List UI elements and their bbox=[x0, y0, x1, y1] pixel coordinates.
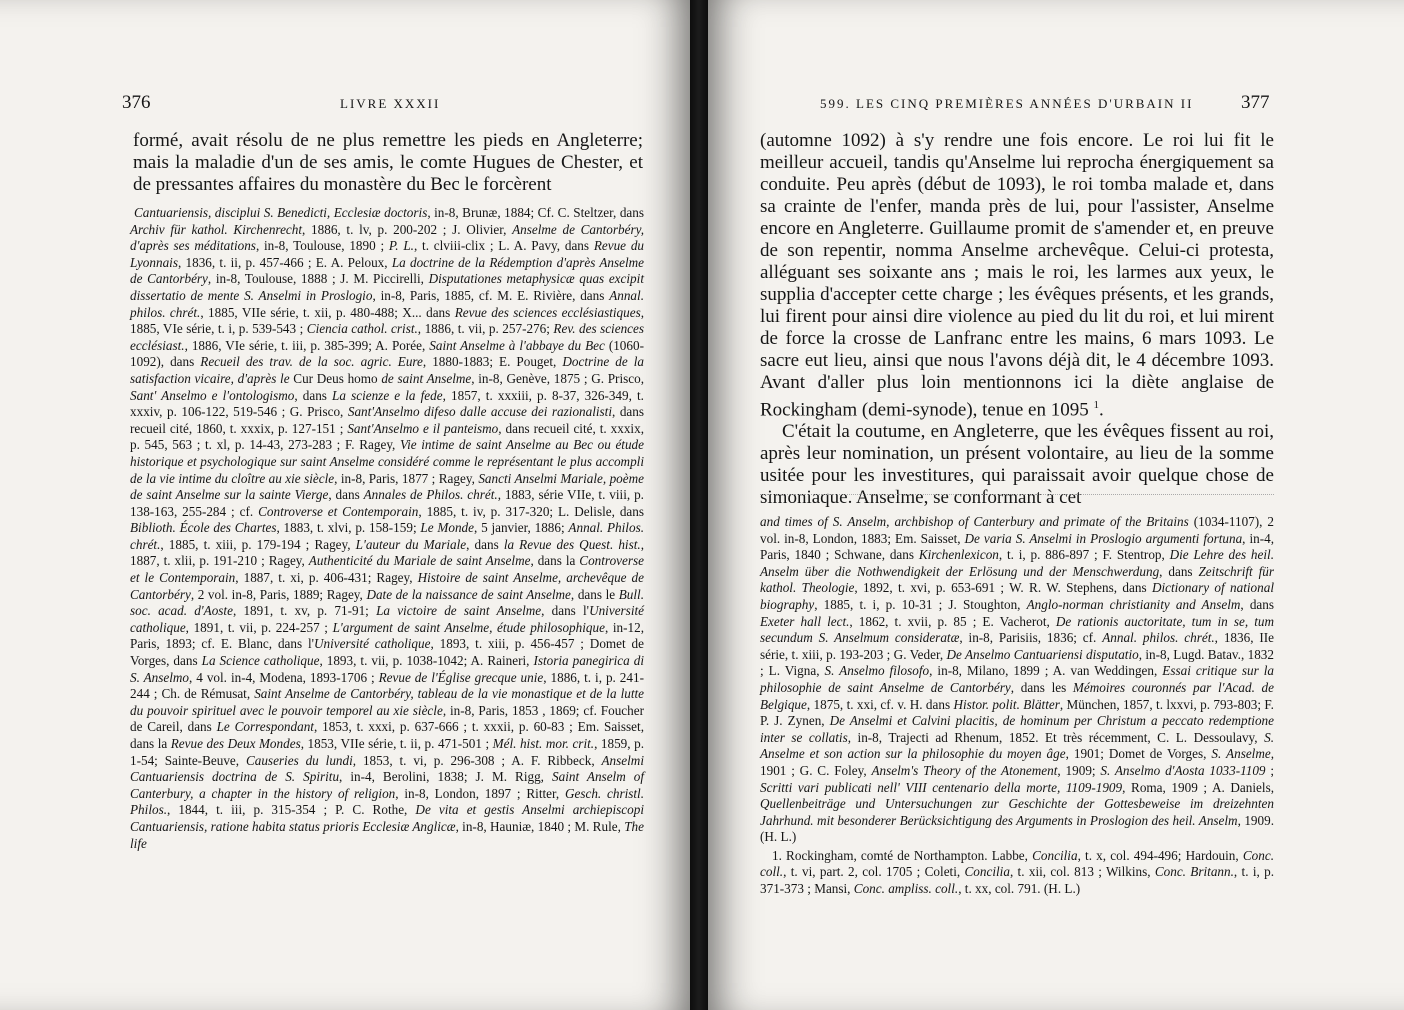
note-segment: Histoire de saint Anselme, archevêque de Cantorbéry bbox=[130, 570, 644, 602]
note-segment: La scienze e la fede bbox=[332, 387, 443, 403]
note-segment: Université catholique bbox=[314, 636, 431, 652]
note-segment: Histor. polit. Blätter bbox=[953, 696, 1060, 712]
note-segment: Mémoires couronnés par l'Acad. de Belgique bbox=[760, 679, 1274, 712]
note-segment: , t. i, p. 371-373 ; Mansi, bbox=[760, 864, 1274, 897]
note-segment: , 5 janvier, 1886; bbox=[474, 520, 569, 536]
note-segment: Annal. philos. chrét. bbox=[130, 287, 644, 320]
right-body-paragraph-1 bbox=[760, 130, 1274, 421]
note-segment: Exeter hall lect. bbox=[760, 613, 850, 629]
note-segment: , in-4, Berolini, 1838; J. M. Rigg, bbox=[339, 769, 553, 785]
note-segment: , in-8, Paris, 1885, cf. M. E. Rivière, dans bbox=[372, 287, 610, 303]
note-segment: Cur Deus homo bbox=[289, 370, 382, 386]
note-segment: Bull. soc. acad. d'Aoste bbox=[130, 586, 644, 619]
left-footnote-continuation bbox=[130, 205, 644, 852]
note-segment: Quellenbeiträge und Untersuchungen zur Geschichte der Gottesbeweise im dreizehnten Jahrhund. mit besonderer Berücksichtigung des Arguments in Proslogion des heil. Anselm bbox=[760, 796, 1274, 828]
note-segment: S. Anselmo filosofo bbox=[824, 663, 930, 679]
footnote-reference: 1 bbox=[1093, 399, 1099, 411]
note-segment: , in-8, Lugd. Batav., 1832 ; L. Vigna, bbox=[760, 646, 1274, 679]
note-segment: , t. clviii-clix ; L. A. Pavy, dans bbox=[413, 238, 594, 254]
note-segment: La victoire de saint Anselme bbox=[376, 603, 542, 619]
note-segment: , 1844, t. iii, p. 315-354 ; P. C. Rothe, bbox=[167, 802, 416, 818]
note-segment: , dans recueil cité, 1860, t. xxxix, p. 127-151 ; bbox=[130, 404, 644, 436]
note-segment: Conc. Britann. bbox=[1154, 864, 1234, 880]
note-segment: Kirchenlexicon bbox=[918, 547, 999, 563]
note-segment: De vita et gestis Anselmi archiepiscopi Cantuariensis, ratione habita status prioris Ecclesiæ Anglicæ bbox=[130, 802, 644, 834]
note-segment: , 1891, t. xv, p. 71-91; bbox=[232, 603, 377, 619]
note-segment: La doctrine de la Rédemption d'après Anselme de Cantorbéry bbox=[130, 254, 644, 287]
right-notes-paragraph bbox=[760, 514, 1274, 846]
note-segment: , dans bbox=[466, 536, 504, 552]
note-segment: , t. x, col. 494-496; Hardouin, bbox=[1077, 847, 1243, 863]
note-segment: , 1901; Domet de Vorges, bbox=[1065, 746, 1212, 762]
note-segment: Causeries du lundi bbox=[245, 752, 353, 768]
note-segment: , 1853, t. vi, p. 296-308 ; A. F. Ribbeck, bbox=[352, 752, 602, 768]
note-segment: , in-8, Parisiis, 1836; cf. bbox=[959, 630, 1103, 646]
note-segment: Sant' Anselmo e l'ontologismo bbox=[130, 387, 295, 403]
note-segment: , in-8, Brunæ, 1884; Cf. C. Steltzer, dans bbox=[427, 205, 644, 220]
note-segment: , dans bbox=[1240, 596, 1274, 612]
note-segment: Anselm's Theory of the Atonement bbox=[871, 762, 1058, 778]
note-segment: Disputationes metaphysicæ quas excipit dissertatio de mente S. Anselmi in Proslogio bbox=[130, 271, 644, 303]
note-segment: Saint Anselm of Canterbury, a chapter in the history of religion bbox=[130, 769, 645, 801]
note-segment: S. Anselmo d'Aosta 1033-1109 bbox=[1100, 762, 1266, 778]
note-segment: Concilia bbox=[964, 864, 1010, 880]
note-segment: Die Lehre des heil. Anselm über die Nothwendigkeit der Erlösung und der Menschwerdung bbox=[760, 547, 1274, 579]
note-segment: , dans bbox=[294, 387, 333, 403]
note-segment: Annales de Philos. chrét. bbox=[363, 487, 498, 503]
note-segment: Le Monde bbox=[420, 520, 474, 536]
note-segment: Anselme de Cantorbéry, d'après ses méditations bbox=[130, 221, 645, 254]
note-segment: , 1886, VIe série, t. iii, p. 385-399; A. Porée, bbox=[184, 337, 430, 353]
note-segment: , dans recueil cité, t. xxxix, p. 545, 563 ; t. xl, p. 14-43, 273-283 ; F. Ragey, bbox=[130, 420, 644, 453]
note-segment: S. Anselme bbox=[1211, 746, 1271, 762]
note-segment: , dans les bbox=[1010, 679, 1073, 695]
right-page bbox=[708, 0, 1404, 1010]
note-segment: Dictionary of national biography bbox=[760, 580, 1274, 612]
note-segment: , in-8, Toulouse, 1890 ; bbox=[255, 238, 389, 254]
note-segment: Cantuariensis, disciplui S. Benedicti, Ecclesiæ doctoris bbox=[134, 205, 428, 220]
note-segment: ; bbox=[1265, 762, 1274, 778]
note-segment: Le Correspondant bbox=[216, 719, 314, 735]
note-segment: Revue des sciences ecclésiastiques bbox=[454, 304, 641, 320]
note-segment: , 1885, t. xiii, p. 179-194 ; Ragey, bbox=[160, 536, 356, 552]
note-segment: , t. xii, col. 813 ; Wilkins, bbox=[1009, 864, 1155, 880]
note-segment: , 1891, t. vii, p. 224-257 ; bbox=[185, 619, 333, 635]
note-segment: , 1885, t. i, p. 10-31 ; J. Stoughton, bbox=[814, 596, 1027, 612]
note-segment: , 1892, t. xvi, p. 653-691 ; W. R. W. Stephens, dans bbox=[854, 580, 1152, 596]
note-segment: L'argument de saint Anselme, étude philosophique bbox=[332, 619, 605, 635]
note-segment: Annal. Philos. chrét. bbox=[130, 520, 644, 552]
note-segment: De Anselmi et Calvini placitis, de hominum per Christum a peccato redemptione inter se collatis bbox=[760, 713, 1274, 745]
note-segment: , in-8, Hauniæ, 1840 ; M. Rule, bbox=[455, 818, 625, 834]
note-segment: , in-8, Paris, 1853 , 1869; cf. Foucher de Careil, dans bbox=[130, 702, 644, 735]
note-segment: , in-12, Paris, 1893; cf. E. Blanc, dans l' bbox=[130, 619, 644, 652]
note-segment: , in-8, Genève, 1875 ; G. Prisco, bbox=[471, 370, 644, 386]
note-segment: , 4 vol. in-4, Modena, 1893-1706 ; bbox=[189, 669, 379, 685]
note-segment: Gesch. christl. Philos. bbox=[130, 785, 645, 818]
note-segment: De Anselmo Cantuariensi disputatio bbox=[946, 646, 1139, 662]
note-segment: , in-8, Milano, 1899 ; A. van Weddingen, bbox=[929, 663, 1163, 679]
note-segment: Revue des Deux Mondes bbox=[170, 736, 301, 751]
left-page-number: 376 bbox=[122, 92, 151, 113]
note-segment: , t. vi, part. 2, col. 1705 ; Coleti, bbox=[783, 864, 965, 880]
note-segment: Date de la naissance de saint Anselme bbox=[366, 586, 571, 602]
note-segment: , 1853, VIIe série, t. ii, p. 471-501 ; bbox=[300, 736, 493, 751]
note-segment: , 1886, t. i, p. 241-244 ; Ch. de Rémusat, bbox=[130, 669, 644, 702]
note-segment: Doctrine de la satisfaction vicaire, d'après le bbox=[130, 354, 644, 386]
note-segment: , dans l' bbox=[541, 603, 590, 619]
note-segment: , 1885, VIe série, t. i, p. 539-543 ; bbox=[130, 304, 645, 337]
note-segment: , 1893, t. xiii, p. 456-457 ; Domet de Vorges, dans bbox=[130, 636, 644, 669]
note-segment: Scritti vari publicati nell' VIII centenario della morte, 1109-1909 bbox=[760, 779, 1123, 795]
note-segment: Ciencia cathol. crist. bbox=[306, 321, 418, 337]
note-segment: , 1859, p. 1-54; Sainte-Beuve, bbox=[130, 736, 644, 768]
note-segment: The life bbox=[130, 818, 644, 851]
note-segment: , 1836, t. ii, p. 457-466 ; E. A. Peloux, bbox=[177, 254, 392, 270]
note-segment: Istoria panegirica di S. Anselmo bbox=[130, 653, 644, 685]
note-segment: , in-8, London, 1897 ; Ritter, bbox=[395, 785, 565, 801]
note-segment: , Roma, 1909 ; A. Daniels, bbox=[1122, 779, 1274, 795]
note-segment: L'auteur du Mariale bbox=[355, 536, 467, 552]
note-segment: La Science catholique bbox=[201, 653, 320, 669]
left-main-text bbox=[133, 130, 643, 196]
note-segment: Saint Anselme à l'abbaye du Bec bbox=[429, 337, 605, 353]
right-body-paragraph-2: C'était la coutume, en Angleterre, que les évêques fissent au roi, après leur nomination, un présent volontaire, au lieu de la somme usitée pour les investitures, qui paraissait avoir quelque chose de simoniaque. Anselme, se conformant à cet bbox=[760, 421, 1274, 509]
note-segment: Authenticité du Mariale de saint Anselme bbox=[308, 553, 531, 569]
note-segment: Sancti Anselmi Mariale, poème de saint Anselme sur la sainte Vierge bbox=[130, 470, 644, 503]
note-segment: De rationis auctoritate, tum in se, tum secundum S. Anselmum consideratæ bbox=[760, 613, 1274, 646]
note-segment: , 1893, t. vii, p. 1038-1042; A. Raineri, bbox=[319, 653, 534, 669]
note-segment: , 1886, t. vii, p. 257-276; bbox=[417, 321, 554, 337]
note-segment: Controverse et le Contemporain bbox=[130, 553, 644, 586]
note-segment: , t. i, p. 886-897 ; F. Stentrop, bbox=[998, 547, 1170, 563]
note-segment: , 2 vol. in-8, Paris, 1889; Ragey, bbox=[190, 586, 367, 602]
note-segment: Annal. philos. chrét. bbox=[1102, 630, 1215, 646]
note-segment: , dans bbox=[328, 487, 364, 503]
note-segment: , 1887, t. xlii, p. 191-210 ; Ragey, bbox=[130, 536, 644, 569]
book-gutter bbox=[690, 0, 708, 1010]
note-segment: Archiv für kathol. Kirchenrecht bbox=[130, 221, 303, 237]
note-segment: , in-8, Toulouse, 1888 ; J. M. Piccirelli, bbox=[207, 271, 429, 287]
note-segment: , 1887, t. xi, p. 406-431; Ragey, bbox=[235, 570, 418, 586]
note-segment: , München, 1857, t. lxxvi, p. 793-803; F. P. J. Zynen, bbox=[760, 696, 1274, 729]
note-segment: Sant'Anselmo difeso dalle accuse dei razionalisti bbox=[347, 404, 613, 420]
right-running-head: 599. LES CINQ PREMIÈRES ANNÉES D'URBAIN II bbox=[820, 96, 1194, 111]
note-segment: (1060-1092), dans bbox=[130, 337, 644, 370]
note-segment: Anselmi Cantuariensis doctrina de S. Spiritu bbox=[130, 752, 644, 785]
note-segment: Recueil des trav. de la soc. agric. Eure bbox=[200, 354, 423, 370]
note-segment: de saint Anselme bbox=[381, 370, 472, 386]
note-segment: , 1909. (H. L.) bbox=[760, 812, 1275, 845]
note-segment: De varia S. Anselmi in Proslogio argumenti fortuna bbox=[964, 530, 1243, 546]
left-body-paragraph: formé, avait résolu de ne plus remettre les pieds en Angleterre; mais la maladie d'un de ses amis, le comte Hugues de Chester, et de pressantes affaires du monastère du Bec le forcèrent bbox=[133, 130, 643, 195]
note-segment: Controverse et Contemporain bbox=[258, 503, 419, 519]
note-segment: , 1880-1883; E. Pouget, bbox=[422, 354, 563, 370]
note-segment: , 1885, t. iv, p. 317-320; L. Delisle, dans bbox=[418, 503, 645, 519]
note-segment: Essai critique sur la philosophie de saint Anselme de Cantorbéry bbox=[760, 663, 1274, 695]
note-segment: Rev. des sciences ecclésiast. bbox=[130, 321, 645, 353]
note-segment: , 1883, série VIIe, t. viii, p. 138-163, 255-284 ; cf. bbox=[130, 487, 644, 519]
right-footnote-1 bbox=[760, 848, 1274, 898]
note-segment: , 1862, t. xvii, p. 85 ; E. Vacherot, bbox=[849, 613, 1056, 629]
right-body-text-1: (automne 1092) à s'y rendre une fois encore. Le roi lui fit le meilleur accueil, tandis qu'Anselme lui reprocha énergiquement sa conduite. Peu après (début de 1093), le roi tomba malade et, dans sa crainte de l'enfer, manda près de lui, pour l'assister, Anselme encore en Angleterre. Guillaume promit de s'amender et, en preuve de son repentir, nomma Anselme archevêque. Celui-ci protesta, alléguant ses soixante ans ; mais le roi, les larmes aux yeux, le supplia d'accepter cette charge ; les évêques présents, et les grands, lui firent pour ainsi dire violence au pied du lit du roi, et lui mirent de force la crosse de Lanfranc entre les mains, 6 mars 1093. Le sacre eut lieu, ainsi que nous l'avons déjà dit, le 4 décembre 1093. Avant d'aller plus loin mentionnons ici la diète anglaise de Rockingham (demi-synode), tenue en 1095 bbox=[760, 130, 1274, 421]
note-segment: (1034-1107), 2 vol. in-8, London, 1883; Em. Saisset, bbox=[760, 514, 1274, 546]
note-segment: Revue du Lyonnais bbox=[130, 238, 645, 270]
note-segment: Concilia bbox=[1032, 847, 1078, 863]
left-notes-paragraph bbox=[130, 205, 644, 852]
note-segment: Conc. coll. bbox=[760, 847, 1274, 880]
note-segment: , in-4, Paris, 1840 ; Schwane, dans bbox=[760, 530, 1274, 563]
note-segment: , dans bbox=[1159, 563, 1199, 579]
note-segment: , 1883, t. xlvi, p. 158-159; bbox=[276, 520, 421, 536]
note-segment: , dans la bbox=[530, 553, 580, 569]
note-segment: la Revue des Quest. hist. bbox=[503, 536, 641, 552]
right-footnotes bbox=[760, 514, 1274, 898]
note-segment: , in-8, Paris, 1877 ; Ragey, bbox=[334, 470, 479, 486]
note-segment: , 1901 ; G. C. Foley, bbox=[760, 746, 1275, 778]
note-segment: , 1885, VIIe série, t. xii, p. 480-488; X... dans bbox=[200, 304, 455, 320]
note-segment: , 1857, t. xxxiii, p. 8-37, 326-349, t. xxxiv, p. 106-122, 519-546 ; G. Prisco, bbox=[130, 387, 644, 420]
note-segment: , 1909; bbox=[1057, 762, 1101, 778]
note-segment: Vie intime de saint Anselme au Bec ou étude historique et psychologique sur saint Anselme considéré comme le représentant le plus accompli de la vie intime du cloître au xie siècle bbox=[130, 437, 644, 486]
note-segment: , t. xx, col. 791. (H. L.) bbox=[958, 881, 1081, 897]
left-running-head: LIVRE XXXII bbox=[340, 96, 441, 111]
right-page-number: 377 bbox=[1241, 92, 1270, 113]
note-segment: , in-8, Trajecti ad Rhenum, 1852. Et très récemment, C. L. Dessoulavy, bbox=[847, 729, 1265, 745]
note-segment: Saint Anselme de Cantorbéry, tableau de la vie monastique et de la lutte du pouvoir spirituel avec le pouvoir temporel au xie siècle bbox=[130, 686, 645, 718]
right-body-text-1-end: . bbox=[1098, 399, 1104, 421]
note-segment: S. Anselme et son action sur la philosophie du moyen âge bbox=[760, 729, 1274, 762]
note-segment: , 1886, t. lv, p. 200-202 ; J. Olivier, bbox=[302, 221, 513, 237]
note-segment: , 1836, IIe série, t. xiii, p. 193-203 ; G. Veder, bbox=[760, 630, 1274, 662]
note-segment: Conc. ampliss. coll. bbox=[853, 881, 959, 897]
note-segment: Sant'Anselmo e il panteismo bbox=[347, 420, 499, 436]
note-segment: , 1853, t. xxxi, p. 637-666 ; t. xxxii, p. 60-83 ; Em. Saisset, dans la bbox=[130, 719, 644, 751]
note-segment: , 1875, t. xxi, cf. v. H. dans bbox=[806, 696, 954, 712]
note-segment: Zeitschrift für kathol. Theologie bbox=[760, 563, 1274, 596]
note-segment: and times of S. Anselm, archbishop of Canterbury and primate of the Britains bbox=[760, 514, 1189, 529]
note-segment: Biblioth. École des Chartes bbox=[130, 520, 277, 536]
right-main-text bbox=[760, 130, 1274, 509]
note-segment: P. L. bbox=[388, 238, 414, 254]
note-segment: Anglo-norman christianity and Anselm bbox=[1026, 596, 1241, 612]
left-page bbox=[0, 0, 690, 1010]
note-segment: , dans le bbox=[570, 586, 619, 602]
text-rule bbox=[760, 494, 1274, 495]
note-segment: 1. Rockingham, comté de Northampton. Labbe, bbox=[772, 847, 1033, 863]
note-segment: Revue de l'Église grecque unie bbox=[378, 669, 544, 685]
note-segment: Université catholique bbox=[130, 603, 644, 635]
note-segment: Mél. hist. mor. crit. bbox=[492, 736, 595, 751]
